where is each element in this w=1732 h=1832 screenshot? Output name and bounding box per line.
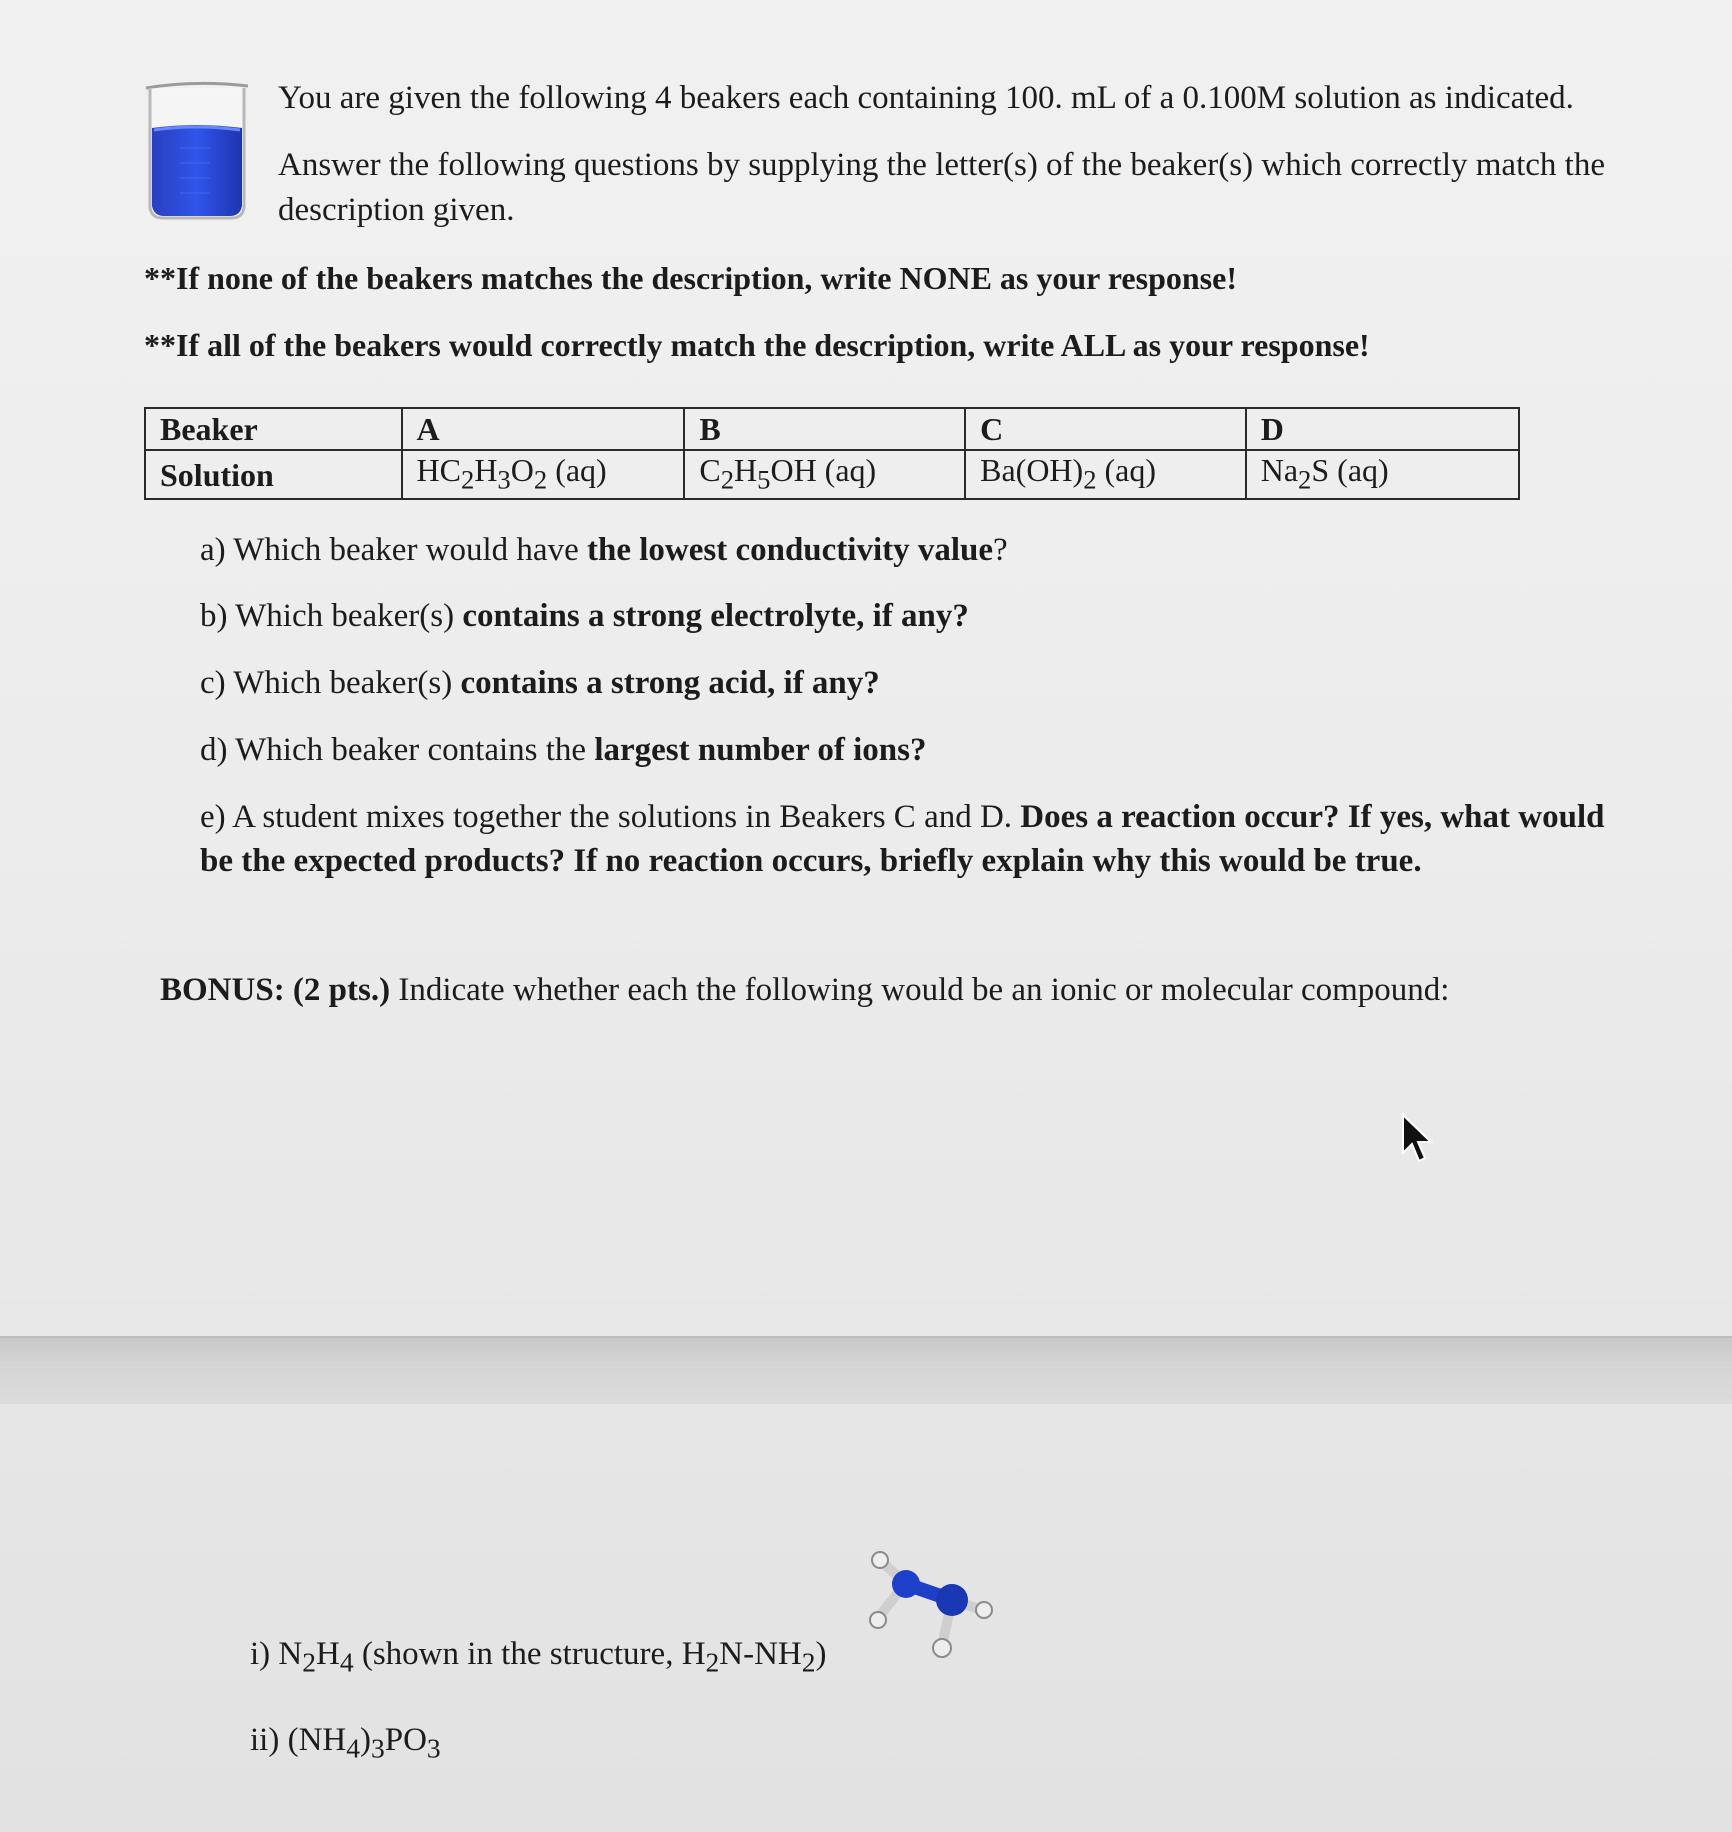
solution-a: $HC_2H_3O_2$ (aq) — [402, 450, 685, 499]
bonus-option-i: i) $N_2H_4$ (shown in the structure, $H_2N-NH_2$) — [250, 1636, 827, 1678]
beaker-letter-d: D — [1246, 408, 1519, 450]
row-header-solution: Solution — [145, 450, 402, 499]
table-row-solution — [145, 450, 1519, 499]
solution-d: $Na_2S$ (aq) — [1246, 450, 1519, 499]
bonus-prompt: BONUS: (2 pts.) Indicate whether each the following would be an ionic or molecular compound: — [160, 972, 1450, 1008]
question-e: e) A student mixes together the solutions in Beakers C and D. Does a reaction occur? If yes, what would be the expected products? If no reaction occurs, briefly explain why this would be true. — [200, 799, 1605, 879]
rule-all: **If all of the beakers would correctly match the description, write ALL as your response! — [144, 327, 1370, 363]
solution-c: $Ba(OH)_2$ (aq) — [965, 450, 1246, 499]
intro-text — [278, 76, 1698, 255]
question-b: b) Which beaker(s) contains a strong electrolyte, if any? — [200, 598, 969, 634]
question-a: a) Which beaker would have the lowest conductivity value? — [200, 532, 1008, 568]
bonus-option-ii: ii) $(NH_4)_3PO_3$ — [250, 1722, 441, 1764]
table-row-beaker — [145, 408, 1519, 450]
hydrazine-molecule-icon — [860, 1548, 1000, 1668]
intro-line-1: You are given the following 4 beakers each containing 100. mL of a 0.100M solution as indicated. — [278, 80, 1574, 116]
page-divider — [0, 1336, 1732, 1406]
intro-line-2: Answer the following questions by supplying the letter(s) of the beaker(s) which correctly match the description given. — [278, 147, 1605, 228]
beaker-letter-a: A — [402, 408, 685, 450]
rule-none: **If none of the beakers matches the description, write NONE as your response! — [144, 260, 1237, 296]
beaker-letter-c: C — [965, 408, 1246, 450]
beaker-icon — [140, 78, 252, 224]
mouse-pointer-icon — [1400, 1113, 1434, 1165]
beaker-letter-b: B — [684, 408, 965, 450]
question-d: d) Which beaker contains the largest number of ions? — [200, 732, 927, 768]
solution-b: $C_2H_5OH$ (aq) — [684, 450, 965, 499]
beaker-table — [144, 407, 1520, 500]
row-header-beaker: Beaker — [145, 408, 402, 450]
question-c: c) Which beaker(s) contains a strong acid, if any? — [200, 665, 880, 701]
